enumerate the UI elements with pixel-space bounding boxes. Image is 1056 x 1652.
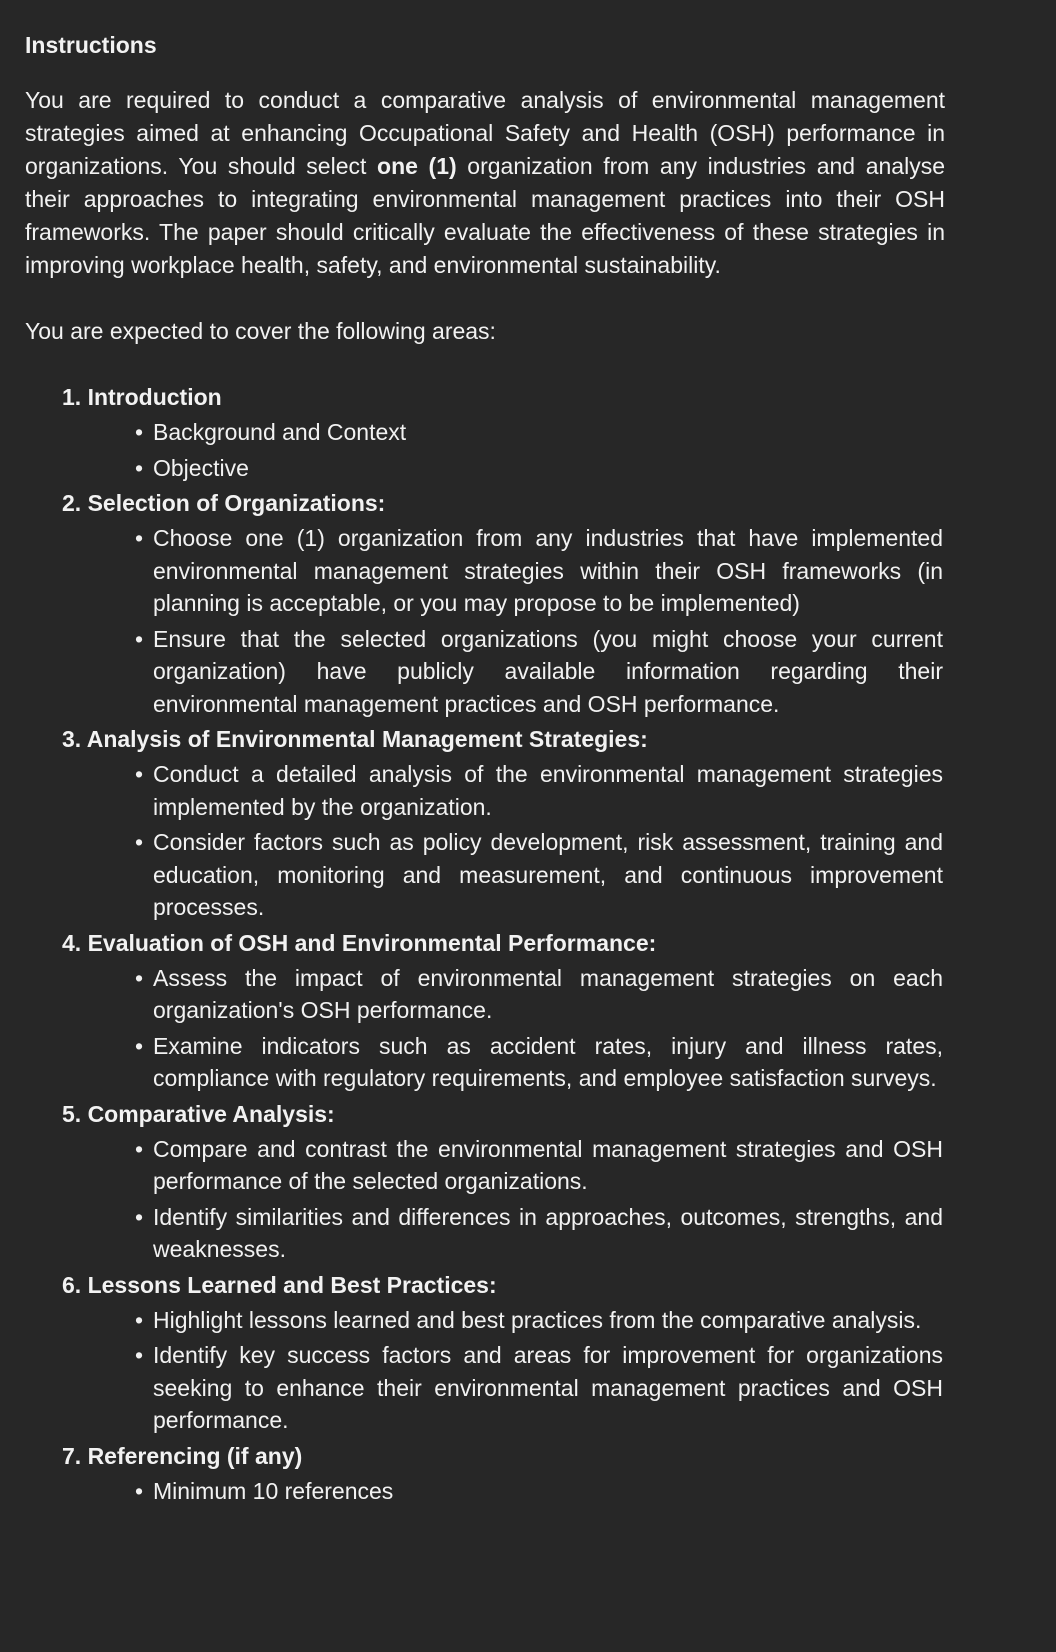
bullet-item: [135, 1475, 943, 1508]
bullet-icon: •: [135, 625, 144, 652]
section-title: 6. Lessons Learned and Best Practices:: [62, 1271, 497, 1298]
section-item: [62, 381, 945, 484]
bullet-icon: •: [135, 1135, 144, 1162]
bullet-icon: •: [135, 1203, 144, 1230]
bullet-text: Conduct a detailed analysis of the environmental management strategies implemented by the organization.: [153, 761, 943, 820]
bullet-item: [135, 452, 943, 485]
bullet-list: [62, 1133, 945, 1266]
intro-paragraph: [25, 84, 945, 282]
bullet-icon: •: [135, 419, 144, 445]
section-title: 3. Analysis of Environmental Management Strategies:: [62, 726, 648, 752]
bullet-icon: •: [135, 964, 144, 991]
bullet-item: [135, 623, 943, 721]
bullet-list: [62, 522, 945, 720]
bullet-icon: •: [135, 1477, 144, 1504]
bullet-item: [135, 826, 943, 924]
bullet-text: Choose one (1) organization from any industries that have implemented environmental management strategies within their OSH frameworks (in planning is acceptable, or you may propose to be implemented): [153, 525, 943, 616]
bullet-icon: •: [135, 1342, 144, 1368]
section-item: [62, 1098, 945, 1266]
bullet-item: [135, 416, 943, 449]
bullet-list: [62, 758, 945, 924]
bullet-text: Ensure that the selected organizations (you might choose your current organization) have publicly available information regarding their environmental management practices and OSH performance.: [153, 625, 943, 717]
lead-sentence: You are expected to cover the following areas:: [25, 318, 496, 344]
intro-text-bold: one (1): [377, 153, 457, 179]
bullet-item: [135, 758, 943, 823]
bullet-text: Identify similarities and differences in approaches, outcomes, strengths, and weaknesses.: [153, 1203, 943, 1262]
section-item: [62, 723, 945, 924]
bullet-list: [62, 1475, 945, 1508]
bullet-item: [135, 1133, 943, 1198]
bullet-text: Identify key success factors and areas for improvement for organizations seeking to enhance their environmental management practices and OSH performance.: [153, 1342, 943, 1433]
section-title: 2. Selection of Organizations:: [62, 490, 386, 516]
bullet-icon: •: [135, 1032, 144, 1059]
intro-text-before: You are required to conduct a comparative analysis of environmental management strategies aimed at enhancing Occupational Safety and Health (OSH) performance in organizations. You should select: [25, 87, 945, 179]
bullet-icon: •: [135, 829, 144, 855]
bullet-icon: •: [135, 525, 144, 551]
bullet-text: Assess the impact of environmental management strategies on each organization's OSH performance.: [153, 964, 943, 1023]
bullet-list: [62, 416, 945, 484]
bullet-icon: •: [135, 454, 144, 481]
section-title: 4. Evaluation of OSH and Environmental Performance:: [62, 929, 657, 956]
section-title: 5. Comparative Analysis:: [62, 1100, 335, 1127]
bullet-text: Consider factors such as policy development, risk assessment, training and education, monitoring and measurement, and continuous improvement processes.: [153, 829, 943, 920]
bullet-item: [135, 522, 943, 620]
section-item: [62, 1269, 945, 1437]
section-item: [62, 1440, 945, 1508]
bullet-text: Objective: [153, 454, 249, 481]
bullet-text: Highlight lessons learned and best practices from the comparative analysis.: [153, 1306, 922, 1333]
bullet-item: [135, 1304, 943, 1337]
bullet-list: [62, 962, 945, 1095]
bullet-item: [135, 1201, 943, 1266]
bullet-text: Compare and contrast the environmental management strategies and OSH performance of the selected organizations.: [153, 1135, 943, 1194]
bullet-item: [135, 1339, 943, 1437]
page-title: Instructions: [25, 32, 157, 58]
section-item: [62, 927, 945, 1095]
bullet-list: [62, 1304, 945, 1437]
bullet-icon: •: [135, 1306, 144, 1333]
bullet-item: [135, 1030, 943, 1095]
section-title: 7. Referencing (if any): [62, 1442, 303, 1469]
bullet-item: [135, 962, 943, 1027]
intro-text-after: organization from any industries and analyse their approaches to integrating environmental management practices into their OSH frameworks. The paper should critically evaluate the effectiveness of these strategies in improving workplace health, safety, and environmental sustainability.: [25, 153, 945, 278]
section-item: [62, 487, 945, 720]
bullet-text: Minimum 10 references: [153, 1477, 394, 1504]
section-title: 1. Introduction: [62, 384, 222, 410]
bullet-text: Examine indicators such as accident rates, injury and illness rates, compliance with regulatory requirements, and employee satisfaction surveys.: [153, 1032, 943, 1091]
sections-list: [25, 381, 945, 1507]
bullet-icon: •: [135, 761, 144, 787]
bullet-text: Background and Context: [153, 419, 407, 445]
